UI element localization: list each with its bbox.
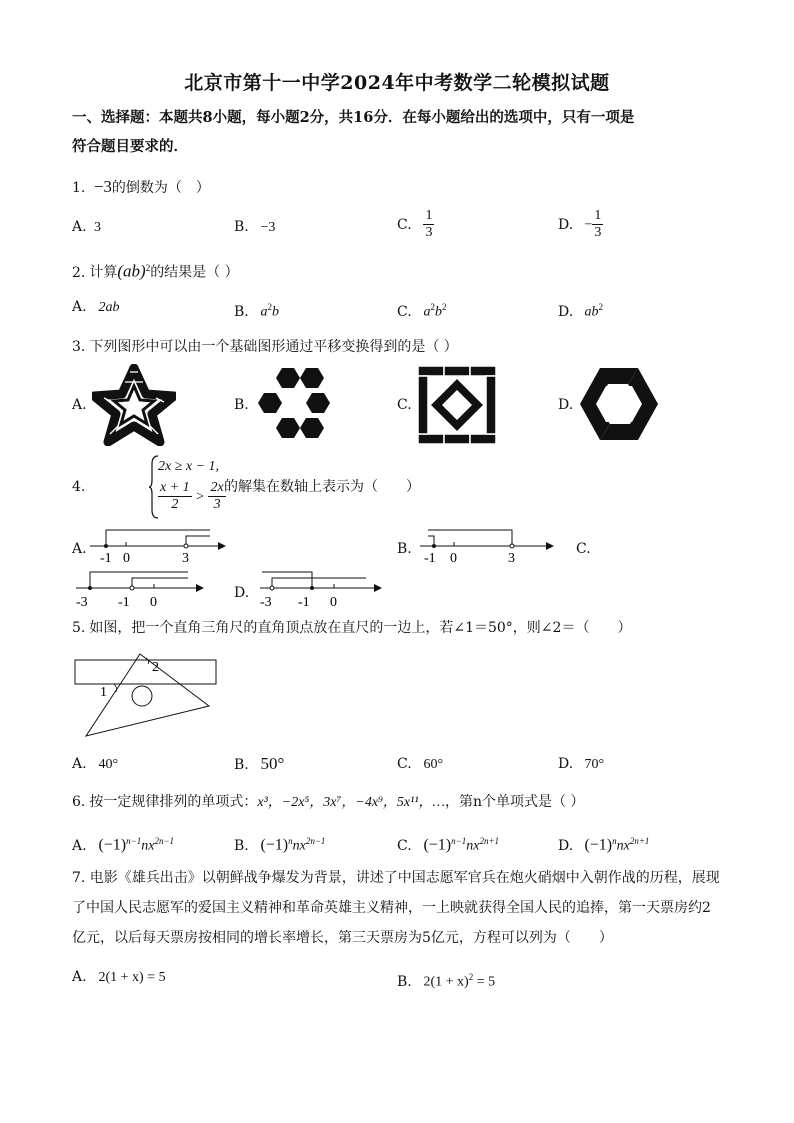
question-7 — [72, 863, 732, 953]
q3-option-d-label[interactable]: D. — [558, 397, 574, 413]
question-5: 5. 如图，把一个直角三角尺的直角顶点放在直尺的一边上，若∠1＝50°，则∠2＝（ ） — [72, 620, 632, 636]
q3-option-b-label[interactable]: B. — [234, 397, 249, 413]
q6-option-d[interactable]: D. $(-1)^nnx^{2n+1}$ — [558, 836, 650, 854]
q6-option-c[interactable]: C. $(-1)^{n-1}nx^{2n+1}$ — [397, 836, 500, 854]
q4-option-c-label[interactable]: C. — [576, 541, 591, 557]
fraction: $\frac{1}{3}$ — [594, 208, 602, 240]
q7-option-b[interactable]: B. $2(1 + x)^2 = 5$ — [397, 972, 496, 990]
section-line-1: 一、选择题：本题共8小题，每小题2分，共16分．在每小题给出的选项中，只有一项是 — [72, 109, 635, 126]
q5-option-d[interactable]: D. 70° — [558, 756, 605, 772]
tick-label: -1 — [298, 595, 310, 610]
question-4-text: 的解集在数轴上表示为（ ） — [224, 479, 420, 495]
film-star-icon — [92, 364, 176, 446]
tick-label: 0 — [150, 595, 157, 610]
q1-option-d[interactable]: D. − $\frac{1}{3}$ — [558, 208, 602, 240]
question-number: 1. — [72, 180, 86, 196]
tick-label: 3 — [508, 551, 515, 566]
q2-option-d[interactable]: D. $ab^2$ — [558, 302, 603, 320]
tick-label: -3 — [76, 595, 88, 610]
question-1 — [72, 176, 210, 199]
tick-label: -1 — [118, 595, 130, 610]
question-2: 2. 计算(ab)$^2$的结果是（ ） — [72, 261, 239, 281]
inequality-1: 2x ≥ x − 1, — [158, 459, 220, 474]
question-7-line-2: 了中国人民志愿军的爱国主义精神和革命英雄主义精神，一上映就获得全国人民的追捧，第一天票房约2 — [72, 900, 711, 916]
fraction: $\frac{1}{3}$ — [425, 208, 433, 240]
q1-option-c[interactable]: C. $\frac{1}{3}$ — [397, 208, 433, 240]
ruler-triangle-diagram — [72, 652, 218, 742]
q4-option-b-label[interactable]: B. — [397, 541, 412, 557]
number-line-a — [86, 524, 232, 568]
q3-option-c-label[interactable]: C. — [397, 397, 412, 413]
tick-label: 0 — [123, 551, 130, 566]
q4-option-a-label[interactable]: A. — [72, 541, 87, 557]
q5-option-a[interactable]: A. 40° — [72, 756, 119, 772]
question-3: 3. 下列图形中可以由一个基础图形通过平移变换得到的是（ ） — [72, 339, 458, 355]
question-4: 4. — [72, 479, 86, 495]
question-7-line-1: 7. 电影《雄兵出击》以朝鲜战争爆发为背景，讲述了中国志愿军官兵在炮火硝烟中入朝作战的历程，展现 — [72, 870, 720, 886]
q6-option-b[interactable]: B. $(-1)^nnx^{2n-1}$ — [234, 836, 326, 854]
tick-label: -1 — [424, 551, 436, 566]
q5-option-c[interactable]: C. 60° — [397, 756, 444, 772]
q2-option-a[interactable]: A. 2ab — [72, 299, 120, 315]
hexagon-ring-icon — [254, 366, 334, 442]
angle-2-label: 2 — [152, 660, 159, 675]
q2-option-c[interactable]: C. $a^2b^2$ — [397, 302, 447, 320]
question-expr: −3 — [93, 177, 112, 196]
question-text: 的倒数为（ ） — [111, 180, 210, 196]
angle-1-label: 1 — [100, 685, 107, 700]
tick-label: 0 — [330, 595, 337, 610]
q3-option-a-label[interactable]: A. — [72, 397, 87, 413]
number-line-c — [72, 566, 212, 612]
q2-option-b[interactable]: B. $a^2b$ — [234, 302, 279, 320]
tick-label: -1 — [100, 551, 112, 566]
q1-option-a[interactable]: A. 3 — [72, 219, 101, 235]
q6-option-a[interactable]: A. $(-1)^{n-1}nx^{2n-1}$ — [72, 836, 175, 854]
tick-label: 0 — [450, 551, 457, 566]
page-title: 北京市第十一中学2024年中考数学二轮模拟试题 — [184, 72, 610, 94]
number-line-d — [256, 566, 390, 612]
aperture-icon — [578, 366, 660, 442]
inequality-2: $\frac{x + 1}{2}$ > $\frac{2x}{3}$ — [160, 480, 224, 512]
q7-option-a[interactable]: A. 2(1 + x) = 5 — [72, 969, 166, 985]
tick-label: -3 — [260, 595, 272, 610]
tick-label: 3 — [182, 551, 189, 566]
section-heading — [72, 103, 732, 161]
question-7-line-3: 亿元，以后每天票房按相同的增长率增长，第三天票房为5亿元，方程可以列为（ ） — [72, 930, 613, 946]
q1-option-b[interactable]: B. −3 — [234, 219, 276, 235]
question-6: 6. 按一定规律排列的单项式：x³，−2x⁵，3x⁷，−4x⁹，5x¹¹，…，第n个单项式是（ ） — [72, 794, 585, 810]
number-line-b — [416, 522, 562, 568]
section-line-2: 符合题目要求的． — [72, 138, 188, 155]
square-frame-icon — [416, 364, 498, 446]
q4-option-d-label[interactable]: D. — [234, 585, 250, 601]
q5-option-b[interactable]: B. 50° — [234, 754, 285, 773]
